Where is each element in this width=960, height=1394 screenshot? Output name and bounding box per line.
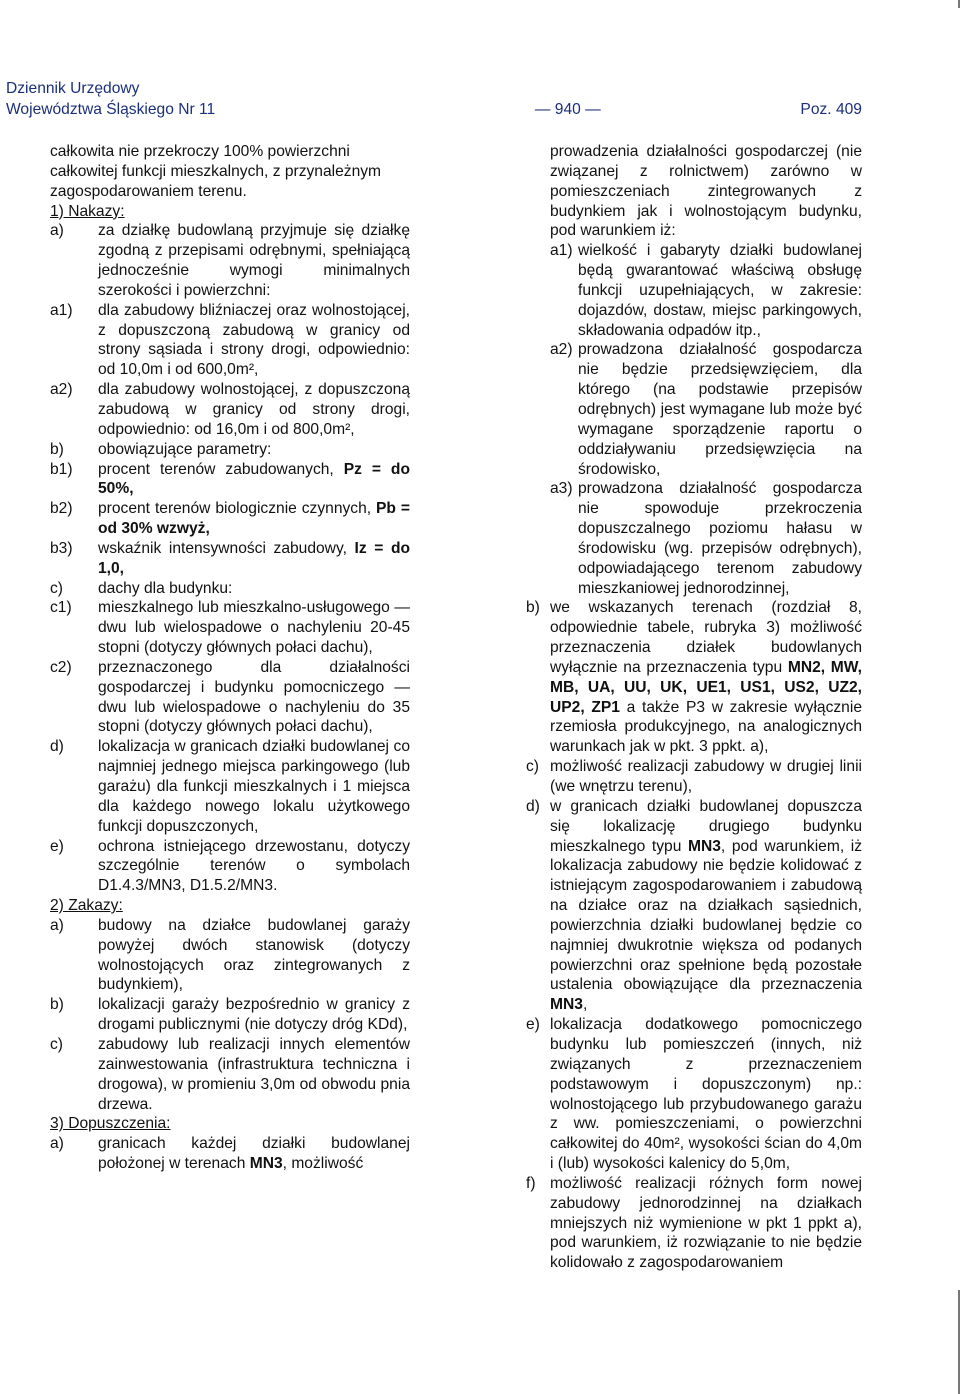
right-column bbox=[526, 142, 862, 1273]
item-label: b) bbox=[50, 996, 64, 1014]
item-text: dla zabudowy wolnostojącej, z dopuszczoną zabudową w granicy od strony drogi, odpowiednio: od 16,0m i od 800,0m², bbox=[98, 381, 410, 438]
voivodeship-issue: Województwa Śląskiego Nr 11 bbox=[6, 101, 216, 118]
list-item bbox=[526, 598, 862, 757]
page-number: — 940 — bbox=[534, 101, 601, 118]
item-label: a1) bbox=[50, 301, 73, 319]
item-label: c1) bbox=[50, 599, 72, 617]
item-label: e) bbox=[526, 1016, 540, 1034]
bold-value: MN2, MW, MB, UA, UU, UK, UE1, US1, US2, UZ2, UP2, ZP1 bbox=[550, 658, 862, 716]
item-label: e) bbox=[50, 837, 64, 855]
item-text bbox=[550, 797, 862, 1015]
list-item bbox=[50, 440, 410, 460]
left-column bbox=[50, 142, 410, 1174]
position-number: Poz. 409 bbox=[800, 101, 862, 118]
list-item bbox=[50, 499, 410, 539]
text-run: procent terenów biologicznie czynnych, bbox=[98, 500, 377, 518]
text-run: a także P3 w zakresie wyłącznie rzemiosła produkcyjnego, na analogicznych warunkach jak w pkt. 3 ppkt. a), bbox=[550, 698, 862, 756]
item-text: prowadzona działalność gospodarcza nie będzie przedsięwzięciem, dla którego (na podstawie przepisów odrębnych) jest wymagane lub może być wymagane sporządzenie raportu o oddziaływaniu przedsięwzięcia na środowisko, bbox=[578, 341, 862, 478]
bold-value: Pb = od 30% wzwyż, bbox=[98, 500, 410, 538]
list-item bbox=[50, 737, 410, 836]
item-label: c2) bbox=[50, 658, 72, 676]
list-item bbox=[550, 340, 862, 479]
journal-title: Dziennik Urzędowy bbox=[6, 80, 140, 97]
item-label: a1) bbox=[550, 242, 573, 260]
bold-value: MN3 bbox=[687, 837, 721, 855]
list-item bbox=[50, 579, 410, 599]
text-run: , pod warunkiem, iż lokalizacja zabudowy nie będzie kolidować z istniejącym zagospodarowaniem i zabudową na działce oraz na działkach sąsiednich, powierzchnia działki budowlanej będzie co najmniej dwukrotnie większa od podanych powierzchni oraz spełnione będą pozostałe ustalenia obowiązujące dla przeznaczenia bbox=[550, 837, 862, 994]
bold-value: MN3 bbox=[249, 1155, 283, 1173]
item-text: budowy na działce budowlanej garaży powyżej dwóch stanowisk (dotyczy wolnostojących oraz zintegrowanych z budynkiem), bbox=[98, 916, 410, 994]
item-text bbox=[98, 499, 410, 539]
item-text: obowiązujące parametry: bbox=[98, 440, 272, 458]
text-run: , bbox=[582, 996, 588, 1014]
list-item bbox=[50, 658, 410, 737]
item-text: lokalizacja w granicach działki budowlanej co najmniej jednego miejsca parkingowego (lub garażu) dla funkcji mieszkalnych i 1 miejsca dla każdego nowego lokalu użytkowego funkcji dopuszczonych, bbox=[98, 738, 410, 835]
item-label: b2) bbox=[50, 500, 73, 518]
item-label: c) bbox=[50, 1035, 63, 1053]
intro-paragraph: całkowita nie przekroczy 100% powierzchni całkowitej funkcji mieszkalnych, z przynależnym zagospodarowaniem terenu. bbox=[50, 143, 382, 200]
item-text: za działkę budowlaną przyjmuje się działkę zgodną z przepisami odrębnymi, spełniającą jednocześnie wymogi minimalnych szerokości i powierzchni: bbox=[98, 222, 410, 299]
text-run: granicach każdej działki budowlanej położonej w terenach bbox=[98, 1135, 410, 1173]
item-text: dachy dla budynku: bbox=[98, 579, 233, 597]
item-text bbox=[98, 460, 410, 500]
item-text: dla zabudowy bliźniaczej oraz wolnostojącej, z dopuszczoną zabudową w granicy od strony sąsiada i strony drogi, odpowiednio: od 10,0m i od 600,0m², bbox=[98, 301, 410, 379]
list-item bbox=[50, 380, 410, 440]
item-text bbox=[98, 539, 410, 579]
item-text: lokalizacji garaży bezpośrednio w granicy z drogami publicznymi (nie dotyczy dróg KDd), bbox=[98, 996, 410, 1034]
item-label: a) bbox=[50, 1135, 64, 1153]
text-run: w granicach działki budowlanej dopuszcza się lokalizację drugiego budynku mieszkalnego typu bbox=[550, 797, 862, 855]
item-text: prowadzona działalność gospodarcza nie spowoduje przekroczenia dopuszczalnego poziomu hałasu w środowisku (wg. przepisów odrębnych), odpowiadającego terenom zabudowy mieszkaniowej jednorodzinnej, bbox=[578, 480, 862, 597]
list-item bbox=[526, 757, 862, 797]
list-item bbox=[50, 995, 410, 1035]
section-nakazy-heading: 1) Nakazy: bbox=[50, 202, 125, 220]
item-text: mieszkalnego lub mieszkalno-usługowego — dwu lub wielospadowe o nachyleniu 20-45 stopni (dotyczy głównych połaci dachu), bbox=[98, 599, 410, 657]
item-label: f) bbox=[526, 1174, 536, 1192]
item-label: b1) bbox=[50, 460, 73, 478]
text-run: wskaźnik intensywności zabudowy, bbox=[98, 539, 355, 557]
item-text: lokalizacja dodatkowego pomocniczego budynku lub pomieszczeń (innych, niż związanych z przeznaczeniem podstawowym i dopuszczonym) np.: wolnostojącego lub przybudowanego garażu z ww. pomieszczeniami, o powierzchni całkowitej do 40m², wysokości ścian do 4,0m i (lub) wysokości kalenicy do 5,0m, bbox=[550, 1016, 862, 1173]
section-zakazy-heading: 2) Zakazy: bbox=[50, 897, 123, 915]
continuation-paragraph: prowadzenia działalności gospodarczej (nie związanej z rolnictwem) zarówno w pomieszczeniach zintegrowanych z budynkiem jak i wolnostojącym budynku, pod warunkiem iż: bbox=[550, 143, 862, 240]
item-label: b) bbox=[50, 440, 64, 458]
item-label: a3) bbox=[550, 480, 573, 498]
item-label: d) bbox=[50, 738, 64, 756]
item-label: a) bbox=[50, 916, 64, 934]
item-text: możliwość realizacji zabudowy w drugiej linii (we wnętrzu terenu), bbox=[550, 758, 862, 795]
list-item bbox=[50, 916, 410, 995]
item-text: ochrona istniejącego drzewostanu, dotyczy szczególnie terenów o symbolach D1.4.3/MN3, D1.5.2/MN3. bbox=[98, 837, 410, 895]
item-label: d) bbox=[526, 797, 540, 815]
item-label: c) bbox=[526, 758, 539, 776]
header-row bbox=[6, 99, 862, 120]
page-header bbox=[6, 78, 862, 120]
list-item bbox=[50, 460, 410, 500]
item-text: wielkość i gabaryty działki budowlanej będą gwarantować właściwą obsługę funkcji uzupełniających, w zakresie: dojazdów, dostaw, miejsc parkingowych, składowania odpadów itp., bbox=[578, 242, 862, 339]
item-text bbox=[550, 598, 862, 757]
list-item bbox=[550, 241, 862, 340]
item-label: b) bbox=[526, 599, 540, 617]
list-item bbox=[526, 1015, 862, 1174]
list-item bbox=[50, 1035, 410, 1114]
list-item bbox=[526, 1174, 862, 1273]
item-label: b3) bbox=[50, 539, 73, 557]
bold-value: Iz = do 1,0, bbox=[98, 539, 410, 577]
section-dopuszczenia-heading: 3) Dopuszczenia: bbox=[50, 1115, 171, 1133]
list-item bbox=[50, 1134, 410, 1174]
list-item bbox=[526, 797, 862, 1015]
list-item bbox=[50, 598, 410, 658]
text-run: procent terenów zabudowanych, bbox=[98, 460, 344, 478]
list-item bbox=[50, 539, 410, 579]
item-label: a) bbox=[50, 222, 64, 240]
item-text: możliwość realizacji różnych form nowej zabudowy jednorodzinnej na działkach mniejszych niż wymienione w pkt 1 ppkt a), pod warunkiem, iż rozwiązanie to nie będzie kolidowało z zagospodarowaniem bbox=[550, 1174, 862, 1272]
bold-value: MN3 bbox=[550, 996, 583, 1014]
item-label: a2) bbox=[50, 381, 73, 399]
bold-value: Pz = do 50%, bbox=[98, 460, 410, 498]
text-run: we wskazanych terenach (rozdział 8, odpowiednie tabele, rubryka 3) możliwość przeznaczenia działek budowlanych wyłącznie na przeznaczenia typu bbox=[550, 599, 862, 676]
text-run: , możliwość bbox=[282, 1155, 364, 1173]
list-item bbox=[550, 479, 862, 598]
item-text: przeznaczonego dla działalności gospodarczej i budynku pomocniczego — dwu lub wielospadowe o nachyleniu do 35 stopni (dotyczy głównych połaci dachu), bbox=[98, 658, 410, 736]
item-text bbox=[98, 1134, 410, 1174]
item-label: c) bbox=[50, 579, 63, 597]
list-item bbox=[50, 221, 410, 300]
list-item bbox=[50, 837, 410, 897]
item-text: zabudowy lub realizacji innych elementów zainwestowania (infrastruktura techniczna i drogowa), w promieniu 3,0m od obwodu pnia drzewa. bbox=[98, 1035, 410, 1113]
item-label: a2) bbox=[550, 341, 573, 359]
list-item bbox=[50, 301, 410, 380]
